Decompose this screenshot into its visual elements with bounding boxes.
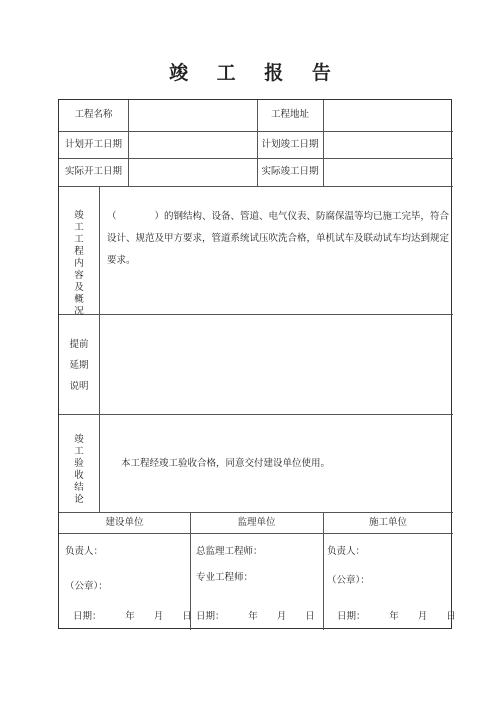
early-label-2: 延期 (69, 360, 89, 371)
content-section-label: 竣工工程内容及概况 (74, 210, 84, 317)
planned-start-field[interactable] (129, 132, 257, 157)
report-table (58, 99, 456, 629)
label-actual-finish: 实际竣工日期 (261, 166, 319, 177)
row-divider (59, 414, 453, 415)
contractor-seal: （公章）： (327, 575, 370, 586)
label-actual-start: 实际开工日期 (64, 166, 122, 177)
label-planned-finish: 计划竣工日期 (261, 139, 319, 150)
early-delay-field[interactable] (100, 315, 452, 413)
project-address-field[interactable] (324, 101, 452, 130)
actual-finish-field[interactable] (324, 159, 452, 185)
col-divider (323, 512, 324, 630)
contractor-responsible: 负责人： (327, 546, 366, 557)
acceptance-text: 本工程经竣工验收合格，同意交付建设单位使用。 (121, 458, 331, 469)
owner-seal: （公章）： (65, 581, 108, 592)
row-divider (59, 533, 453, 534)
label-project-address: 工程地址 (270, 109, 309, 120)
contractor-header: 施工单位 (368, 517, 407, 528)
owner-date: 日期： 年 月 日 (73, 611, 192, 622)
supervisor-header: 监理单位 (237, 517, 276, 528)
content-text: （ ）的钢结构、设备、管道、电气仪表、防腐保温等均已施工完毕，符合设计、规范及甲方要求，管道系统试压吹洗合格，单机试车及联动试车均达到规定要求。 (107, 211, 450, 266)
acceptance-section-label: 竣工验收结论 (74, 434, 84, 505)
project-name-field[interactable] (129, 101, 257, 130)
label-project-name: 工程名称 (74, 109, 113, 120)
early-label-3: 说明 (69, 381, 89, 392)
owner-responsible: 负责人： (65, 546, 104, 557)
early-label-1: 提前 (69, 339, 89, 350)
contractor-date: 日期： 年 月 日 (337, 611, 456, 622)
planned-finish-field[interactable] (324, 132, 452, 157)
row-divider (59, 512, 453, 513)
owner-header: 建设单位 (105, 517, 144, 528)
page-title: 竣 工 报 告 (169, 62, 342, 84)
row-divider (59, 186, 453, 187)
label-planned-start: 计划开工日期 (64, 139, 122, 150)
supervisor-chief: 总监理工程师： (196, 546, 263, 557)
supervisor-engineer: 专业工程师： (196, 572, 254, 583)
supervisor-date: 日期： 年 月 日 (196, 611, 315, 622)
actual-start-field[interactable] (129, 159, 257, 185)
